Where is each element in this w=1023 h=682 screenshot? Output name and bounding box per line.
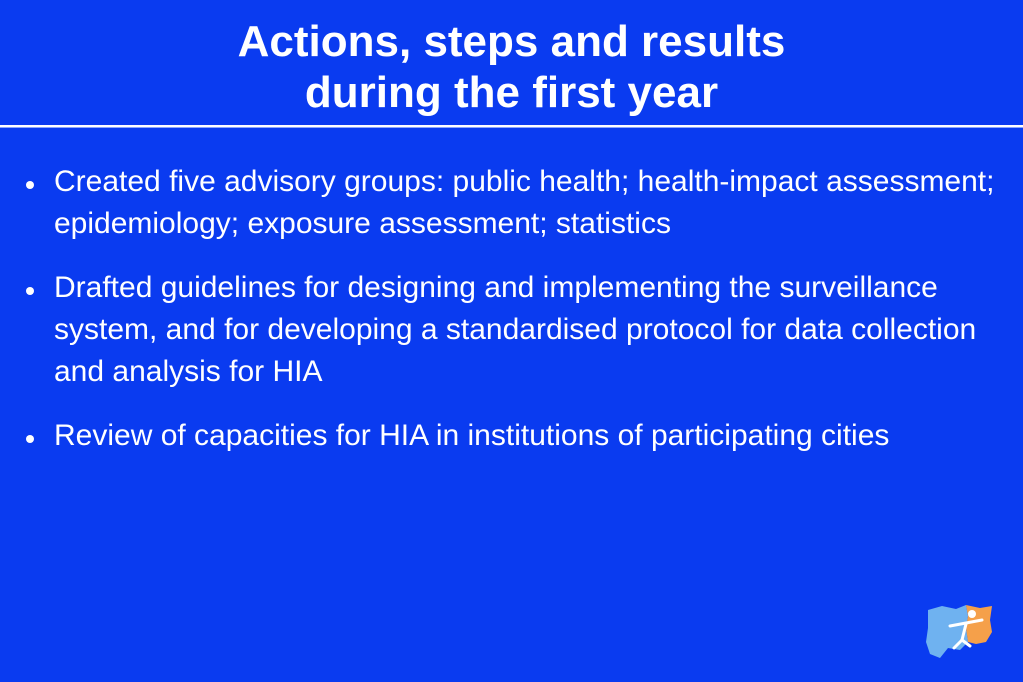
- bullet-item-advisory-groups: [22, 161, 1007, 245]
- slide-title: [0, 16, 1023, 118]
- title-divider: [0, 125, 1023, 128]
- bullet-item-capacities-review: [22, 415, 1007, 457]
- bullet-item-guidelines: [22, 267, 1007, 393]
- logo-figure-head: [968, 610, 976, 618]
- bullet-text: Review of capacities for HIA in institutions of participating cities: [54, 419, 890, 452]
- bullet-text: Drafted guidelines for designing and implementing the surveillance system, and for developing a standardised protocol for data collection and analysis for HIA: [54, 271, 977, 388]
- europe-map-figure-logo-icon: [922, 602, 994, 662]
- title-line-1: Actions, steps and results: [237, 17, 786, 66]
- bullet-dot-icon: [26, 435, 34, 443]
- title-line-2: during the first year: [304, 68, 719, 117]
- bullet-dot-icon: [26, 181, 34, 189]
- bullet-dot-icon: [26, 287, 34, 295]
- bullet-text: Created five advisory groups: public health; health-impact assessment; epidemiology; exposure assessment; statistics: [54, 165, 995, 240]
- bullet-list: [22, 161, 1007, 479]
- logo-map-shape: [926, 605, 968, 658]
